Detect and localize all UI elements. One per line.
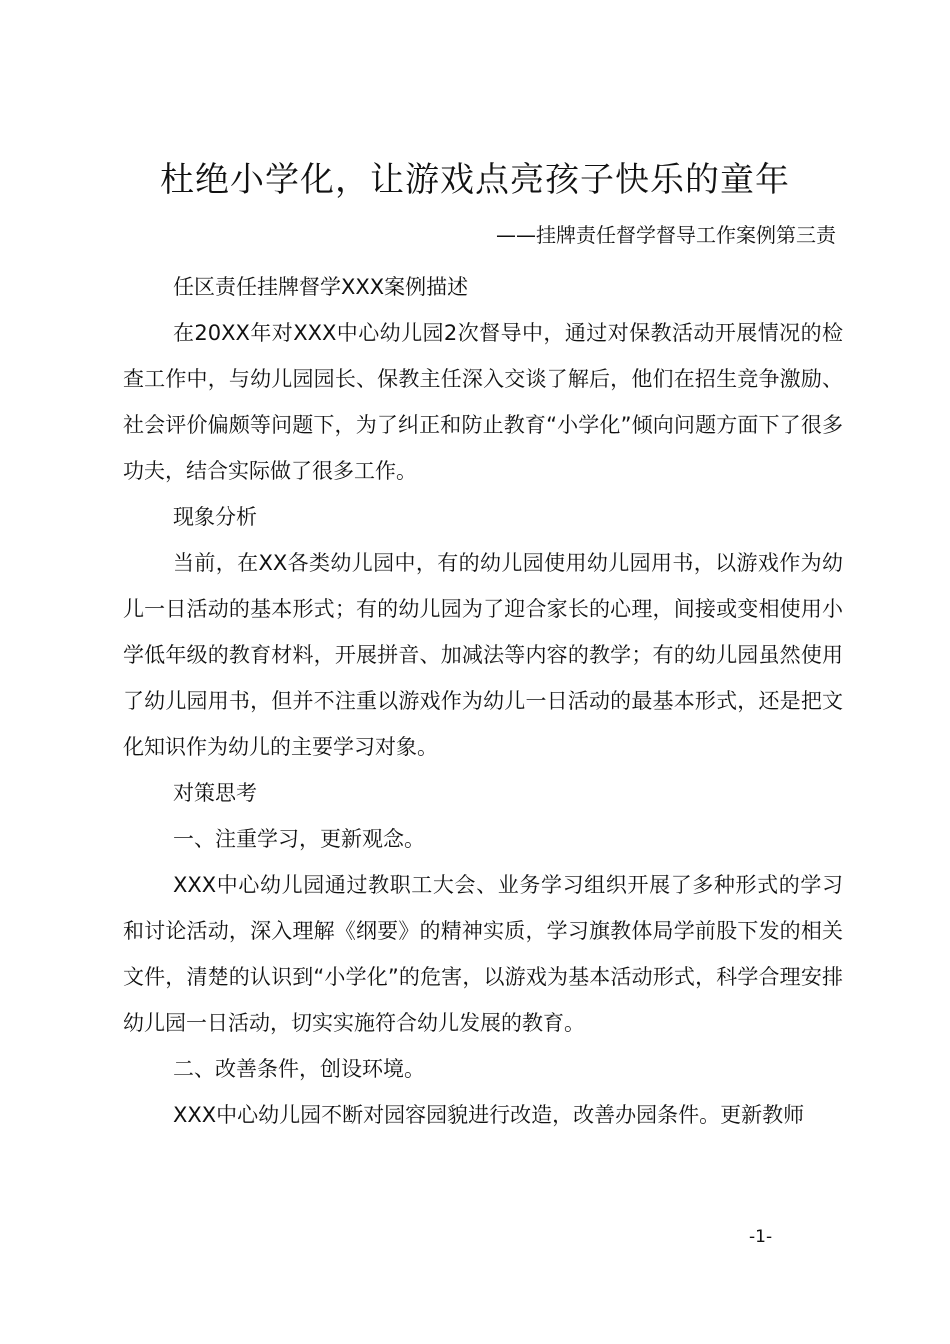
- document-body: [123, 264, 843, 1138]
- paragraph-section-two: XXX中心幼儿园不断对园容园貌进行改造，改善办园条件。更新教师: [173, 1103, 805, 1127]
- document-subtitle: ——挂牌责任督学督导工作案例第三责: [496, 223, 836, 247]
- page-number: -1-: [749, 1227, 773, 1247]
- document-title: 杜绝小学化，让游戏点亮孩子快乐的童年: [160, 160, 790, 200]
- paragraph-section-one-heading: 一、注重学习，更新观念。: [173, 827, 425, 851]
- paragraph-section-one: XXX中心幼儿园通过教职工大会、业务学习组织开展了多种形式的学习和讨论活动，深入理解《纲要》的精神实质，学习旗教体局学前股下发的相关文件，清楚的认识到“小学化”的危害，以游戏为基本活动形式，科学合理安排幼儿园一日活动，切实实施符合幼儿发展的教育。: [123, 873, 843, 1035]
- paragraph-analysis: 当前，在XX各类幼儿园中，有的幼儿园使用幼儿园用书，以游戏作为幼儿一日活动的基本形式；有的幼儿园为了迎合家长的心理，间接或变相使用小学低年级的教育材料，开展拼音、加减法等内容的教学；有的幼儿园虽然使用了幼儿园用书，但并不注重以游戏作为幼儿一日活动的最基本形式，还是把文化知识作为幼儿的主要学习对象。: [123, 551, 843, 759]
- paragraph-case-description: 在20XX年对XXX中心幼儿园2次督导中，通过对保教活动开展情况的检查工作中，与幼儿园园长、保教主任深入交谈了解后，他们在招生竞争激励、社会评价偏颇等问题下，为了纠正和防止教育“小学化”倾向问题方面下了很多功夫，结合实际做了很多工作。: [123, 321, 843, 483]
- paragraph-analysis-heading: 现象分析: [173, 505, 257, 529]
- paragraph-strategy-heading: 对策思考: [173, 781, 257, 805]
- paragraph-case-description-heading: 任区责任挂牌督学XXX案例描述: [173, 275, 469, 299]
- paragraph-section-two-heading: 二、改善条件，创设环境。: [173, 1057, 425, 1081]
